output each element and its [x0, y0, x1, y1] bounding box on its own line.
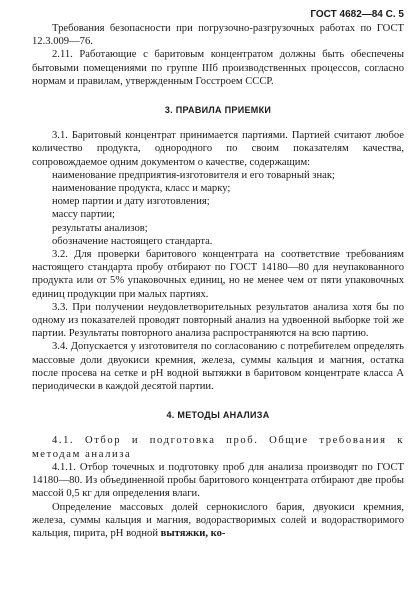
section-3-heading: 3. ПРАВИЛА ПРИЕМКИ	[164, 105, 272, 116]
paragraph-3-3: 3.3. При получении неудовлетворительных результатов анализа хотя бы по одному из показателей проводят повторный анализ на удвоенной выборке той же партии. Результаты повторного анализа распространяются на всю партию.	[32, 301, 404, 340]
paragraph-2-11: 2.11. Работающие с баритовым концентратом должны быть обеспечены бытовыми помещениями по группе IIIб производственных процессов, согласно нормам и правилам, утвержденным Госстроем СССР.	[32, 49, 404, 87]
page-header: ГОСТ 4682—84 С. 5	[310, 9, 404, 20]
list-item: обозначение настоящего стандарта.	[52, 235, 213, 247]
subsection-4-1-heading: 4.1. Отбор и подготовка проб. Общие требования к методам анализа	[32, 435, 404, 460]
list-item: результаты анализов;	[52, 222, 148, 234]
paragraph-last	[32, 501, 404, 541]
list-item: наименование предприятия-изготовителя и его товарный знак;	[52, 169, 335, 181]
list-item: массу партии;	[52, 209, 115, 221]
paragraph-3-1: 3.1. Баритовый концентрат принимается партиями. Партией считают любое количество продукта, однородного по своим показателям качества, сопровождаемое одним документом о качестве, содержащим:	[32, 130, 404, 168]
paragraph-last-bold: вытяжки, ко-	[160, 527, 226, 539]
list-item: номер партии и дату изготовления;	[52, 196, 210, 208]
paragraph-4-1-1: 4.1.1. Отбор точечных и подготовку проб для анализа производят по ГОСТ 14180—80. Из объединенной пробы баритового концентрата отбирают две пробы массой 0,5 кг для определения влаги.	[32, 461, 404, 500]
document-page	[32, 8, 404, 540]
paragraph-3-2: 3.2. Для проверки баритового концентрата на соответствие требованиям настоящего стандарта пробу отбирают по ГОСТ 14180—80 для неупакованного продукта или от 5% упаковочных единиц, но не менее чем от пяти упаковочных единиц продукции при малых партиях.	[32, 249, 404, 300]
paragraph-last-text: Определение массовых долей сернокислого бария, двуокиси кремния, железа, суммы кальция и магния, водорастворимых солей и водорастворимого кальция, пирита, pH водной	[32, 501, 404, 539]
list-3-1	[32, 169, 404, 248]
section-4-heading: 4. МЕТОДЫ АНАЛИЗА	[166, 410, 270, 421]
paragraph-safety: Требования безопасности при погрузочно-разгрузочных работах по ГОСТ 12.3.009—76.	[32, 23, 404, 48]
list-item: наименование продукта, класс и марку;	[52, 183, 231, 195]
paragraph-3-4: 3.4. Допускается у изготовителя по согласованию с потребителем определять массовые доли двуокиси кремния, железа, суммы кальция и магния, остатка после просева на сетке и pH водной вытяжки в баритовом концентрате класса А периодически в каждой десятой партии.	[32, 341, 404, 393]
